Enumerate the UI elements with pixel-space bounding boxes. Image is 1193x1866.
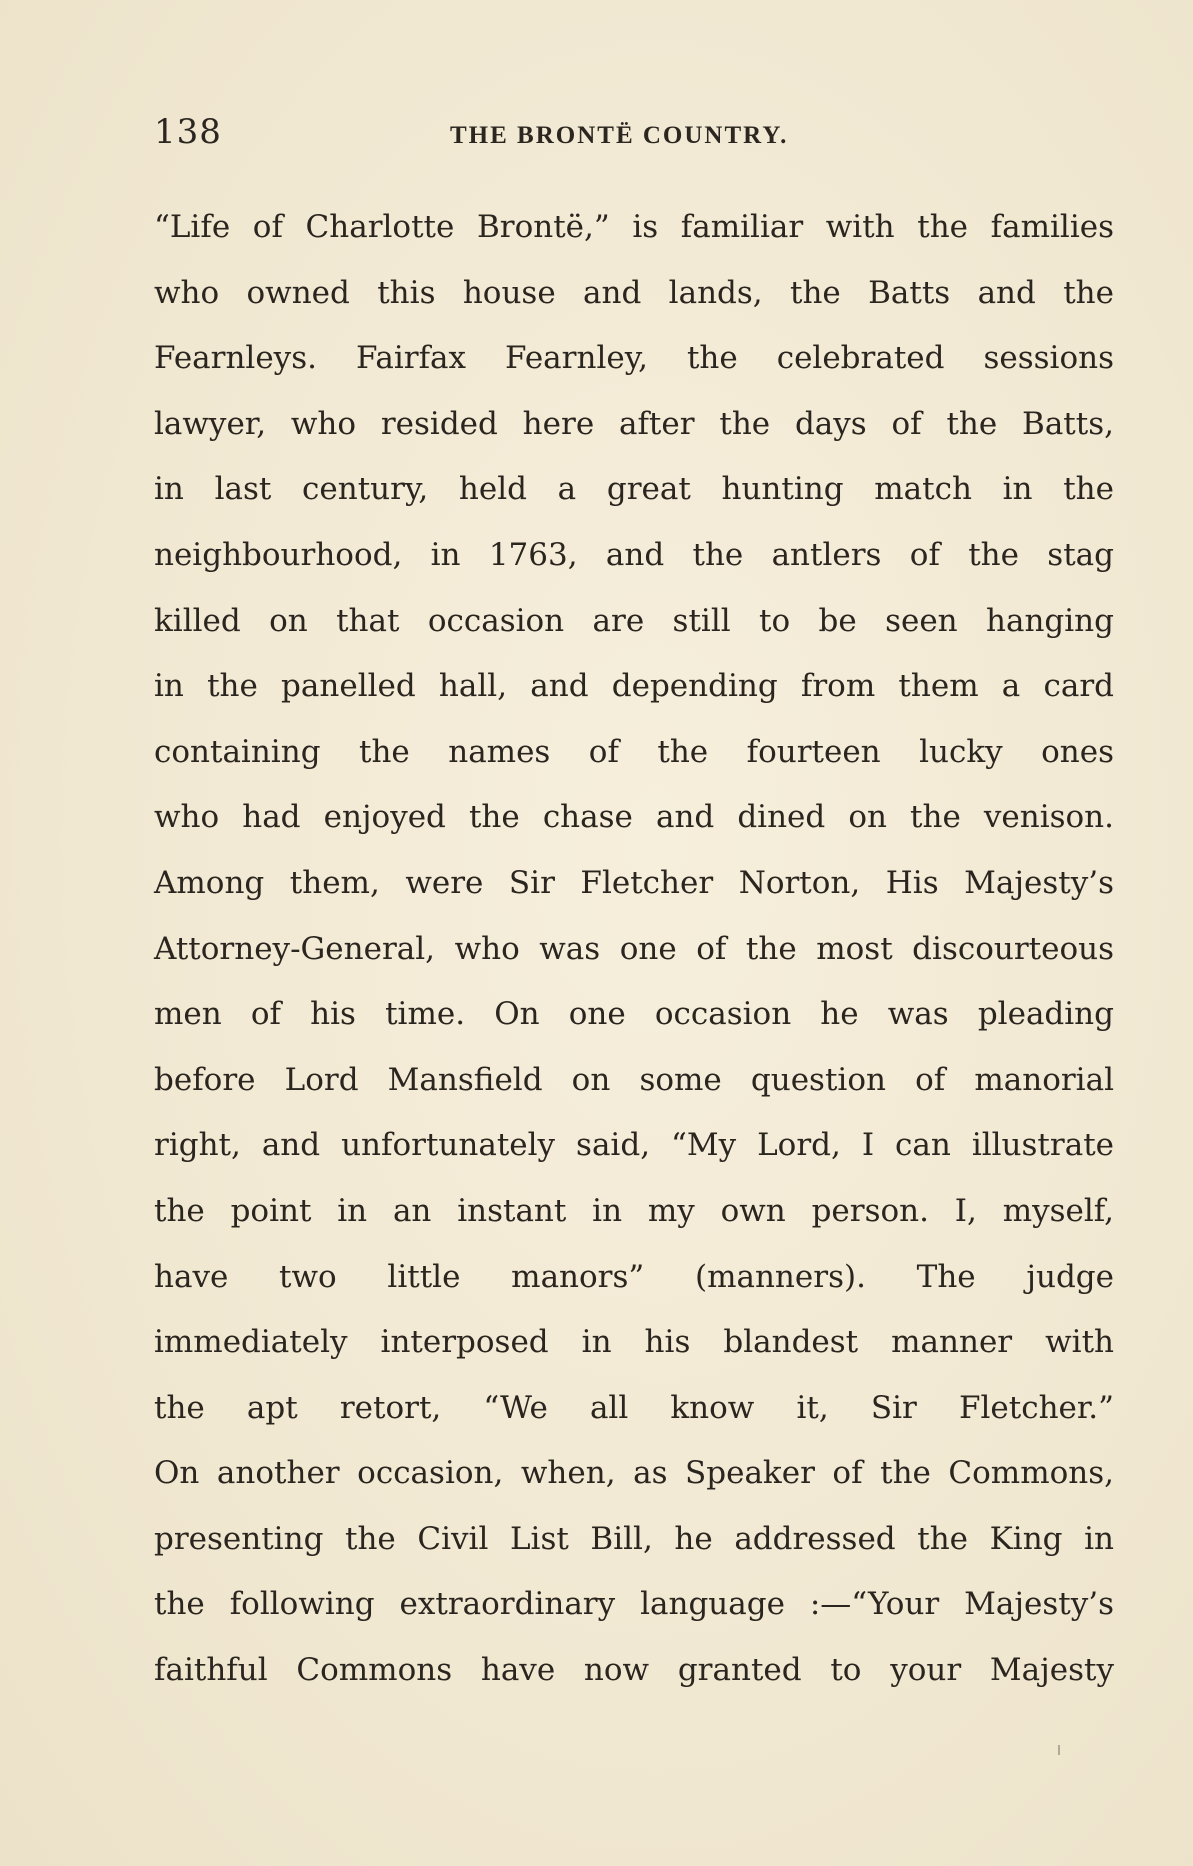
- text-line: right, and unfortunately said, “My Lord, I can illustrate: [154, 1127, 1114, 1164]
- text-line: containing the names of the fourteen lucky ones: [154, 733, 1114, 770]
- text-line: Attorney-General, who was one of the most discourteous: [154, 930, 1114, 967]
- text-line: immediately interposed in his blandest manner with: [154, 1324, 1114, 1361]
- text-line: before Lord Mansfield on some question of manorial: [154, 1061, 1114, 1098]
- text-line: in the panelled hall, and depending from them a card: [154, 668, 1114, 705]
- text-line: presenting the Civil List Bill, he addressed the King in: [154, 1520, 1114, 1557]
- page-header: [154, 112, 1114, 156]
- body-text: [154, 195, 1114, 1704]
- text-line: lawyer, who resided here after the days of the Batts,: [154, 405, 1114, 442]
- text-line: Fearnleys. Fairfax Fearnley, the celebrated sessions: [154, 340, 1114, 377]
- text-line: have two little manors” (manners). The judge: [154, 1258, 1114, 1295]
- page-number: 138: [154, 112, 222, 152]
- text-line: the apt retort, “We all know it, Sir Fletcher.”: [154, 1389, 1114, 1426]
- text-line: “Life of Charlotte Brontë,” is familiar with the families: [154, 209, 1114, 245]
- text-line: in last century, held a great hunting match in the: [154, 471, 1114, 508]
- text-line: killed on that occasion are still to be seen hanging: [154, 602, 1114, 639]
- text-line: faithful Commons have now granted to your Majesty: [154, 1652, 1114, 1689]
- text-line: men of his time. On one occasion he was pleading: [154, 996, 1114, 1033]
- running-title: THE BRONTË COUNTRY.: [450, 122, 789, 149]
- text-line: Among them, were Sir Fletcher Norton, His Majesty’s: [154, 864, 1114, 901]
- text-line: neighbourhood, in 1763, and the antlers of the stag: [154, 536, 1114, 573]
- text-line: who owned this house and lands, the Batts and the: [154, 274, 1114, 311]
- paper-speck: [1058, 1745, 1060, 1755]
- text-line: the point in an instant in my own person. I, myself,: [154, 1192, 1114, 1229]
- text-line: who had enjoyed the chase and dined on the venison.: [154, 799, 1114, 836]
- text-line: On another occasion, when, as Speaker of the Commons,: [154, 1455, 1114, 1492]
- text-line: the following extraordinary language :—“Your Majesty’s: [154, 1586, 1114, 1623]
